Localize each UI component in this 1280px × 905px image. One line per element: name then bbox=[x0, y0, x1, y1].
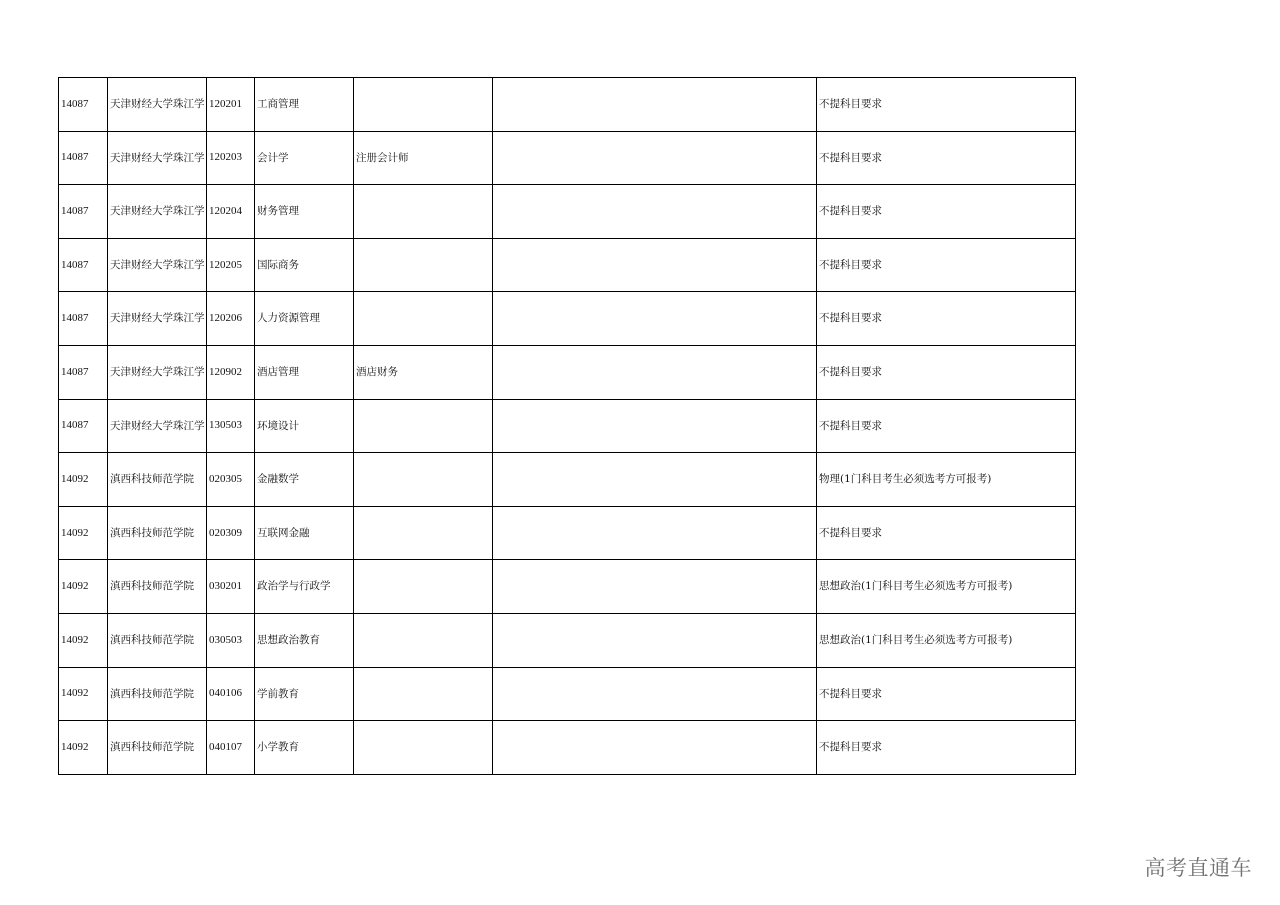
major-code-cell: 040107 bbox=[207, 721, 255, 775]
major-name-cell: 金融数学 bbox=[255, 453, 354, 507]
major-name-cell: 财务管理 bbox=[255, 185, 354, 239]
school-name-cell: 滇西科技师范学院 bbox=[108, 506, 207, 560]
direction-cell: 酒店财务 bbox=[354, 345, 493, 399]
school-name-cell: 天津财经大学珠江学 bbox=[108, 131, 207, 185]
subject-requirement-cell: 思想政治(1门科目考生必须选考方可报考) bbox=[817, 560, 1076, 614]
major-code-cell: 030503 bbox=[207, 613, 255, 667]
enrollment-table bbox=[58, 77, 1076, 775]
direction-cell bbox=[354, 453, 493, 507]
major-code-cell: 020309 bbox=[207, 506, 255, 560]
subject-requirement-cell: 不提科目要求 bbox=[817, 78, 1076, 132]
subject-requirement-cell: 不提科目要求 bbox=[817, 292, 1076, 346]
direction-cell bbox=[354, 721, 493, 775]
school-name-cell: 天津财经大学珠江学 bbox=[108, 238, 207, 292]
school-name-cell: 滇西科技师范学院 bbox=[108, 667, 207, 721]
school-code-cell: 14087 bbox=[59, 292, 108, 346]
notes-cell bbox=[493, 292, 817, 346]
notes-cell bbox=[493, 399, 817, 453]
major-code-cell: 130503 bbox=[207, 399, 255, 453]
table-row bbox=[59, 185, 1076, 239]
direction-cell bbox=[354, 185, 493, 239]
school-code-cell: 14087 bbox=[59, 345, 108, 399]
subject-requirement-cell: 不提科目要求 bbox=[817, 185, 1076, 239]
direction-cell bbox=[354, 292, 493, 346]
table-row bbox=[59, 613, 1076, 667]
major-name-cell: 酒店管理 bbox=[255, 345, 354, 399]
school-code-cell: 14092 bbox=[59, 721, 108, 775]
school-name-cell: 滇西科技师范学院 bbox=[108, 560, 207, 614]
direction-cell bbox=[354, 238, 493, 292]
major-code-cell: 020305 bbox=[207, 453, 255, 507]
table-body bbox=[59, 78, 1076, 775]
subject-requirement-cell: 不提科目要求 bbox=[817, 345, 1076, 399]
table-row bbox=[59, 78, 1076, 132]
school-name-cell: 天津财经大学珠江学 bbox=[108, 78, 207, 132]
major-code-cell: 120201 bbox=[207, 78, 255, 132]
school-code-cell: 14087 bbox=[59, 185, 108, 239]
school-name-cell: 滇西科技师范学院 bbox=[108, 453, 207, 507]
school-code-cell: 14087 bbox=[59, 78, 108, 132]
direction-cell bbox=[354, 78, 493, 132]
school-code-cell: 14092 bbox=[59, 667, 108, 721]
major-code-cell: 030201 bbox=[207, 560, 255, 614]
major-code-cell: 120206 bbox=[207, 292, 255, 346]
subject-requirement-cell: 不提科目要求 bbox=[817, 131, 1076, 185]
major-name-cell: 环境设计 bbox=[255, 399, 354, 453]
direction-cell bbox=[354, 399, 493, 453]
school-code-cell: 14087 bbox=[59, 238, 108, 292]
table-row bbox=[59, 345, 1076, 399]
major-name-cell: 会计学 bbox=[255, 131, 354, 185]
notes-cell bbox=[493, 560, 817, 614]
table-row bbox=[59, 560, 1076, 614]
major-name-cell: 人力资源管理 bbox=[255, 292, 354, 346]
direction-cell: 注册会计师 bbox=[354, 131, 493, 185]
direction-cell bbox=[354, 506, 493, 560]
subject-requirement-cell: 不提科目要求 bbox=[817, 399, 1076, 453]
school-name-cell: 天津财经大学珠江学 bbox=[108, 292, 207, 346]
table-row bbox=[59, 667, 1076, 721]
notes-cell bbox=[493, 667, 817, 721]
school-name-cell: 滇西科技师范学院 bbox=[108, 721, 207, 775]
notes-cell bbox=[493, 185, 817, 239]
notes-cell bbox=[493, 345, 817, 399]
school-code-cell: 14087 bbox=[59, 399, 108, 453]
school-code-cell: 14092 bbox=[59, 506, 108, 560]
major-name-cell: 国际商务 bbox=[255, 238, 354, 292]
notes-cell bbox=[493, 506, 817, 560]
subject-requirement-cell: 不提科目要求 bbox=[817, 238, 1076, 292]
major-code-cell: 040106 bbox=[207, 667, 255, 721]
major-code-cell: 120203 bbox=[207, 131, 255, 185]
school-code-cell: 14092 bbox=[59, 613, 108, 667]
notes-cell bbox=[493, 453, 817, 507]
school-code-cell: 14087 bbox=[59, 131, 108, 185]
table-row bbox=[59, 292, 1076, 346]
notes-cell bbox=[493, 721, 817, 775]
notes-cell bbox=[493, 131, 817, 185]
direction-cell bbox=[354, 667, 493, 721]
subject-requirement-cell: 不提科目要求 bbox=[817, 721, 1076, 775]
table-row bbox=[59, 453, 1076, 507]
school-code-cell: 14092 bbox=[59, 453, 108, 507]
subject-requirement-cell: 不提科目要求 bbox=[817, 667, 1076, 721]
subject-requirement-cell: 物理(1门科目考生必须选考方可报考) bbox=[817, 453, 1076, 507]
table-row bbox=[59, 131, 1076, 185]
direction-cell bbox=[354, 613, 493, 667]
subject-requirement-cell: 思想政治(1门科目考生必须选考方可报考) bbox=[817, 613, 1076, 667]
school-code-cell: 14092 bbox=[59, 560, 108, 614]
table-row bbox=[59, 238, 1076, 292]
major-name-cell: 小学教育 bbox=[255, 721, 354, 775]
major-name-cell: 学前教育 bbox=[255, 667, 354, 721]
notes-cell bbox=[493, 613, 817, 667]
watermark-text: 高考直通车 bbox=[1144, 856, 1252, 880]
major-code-cell: 120902 bbox=[207, 345, 255, 399]
major-code-cell: 120205 bbox=[207, 238, 255, 292]
major-name-cell: 工商管理 bbox=[255, 78, 354, 132]
major-name-cell: 思想政治教育 bbox=[255, 613, 354, 667]
notes-cell bbox=[493, 78, 817, 132]
school-name-cell: 天津财经大学珠江学 bbox=[108, 185, 207, 239]
major-name-cell: 互联网金融 bbox=[255, 506, 354, 560]
school-name-cell: 天津财经大学珠江学 bbox=[108, 399, 207, 453]
major-name-cell: 政治学与行政学 bbox=[255, 560, 354, 614]
table-row bbox=[59, 506, 1076, 560]
table-row bbox=[59, 721, 1076, 775]
school-name-cell: 天津财经大学珠江学 bbox=[108, 345, 207, 399]
subject-requirement-cell: 不提科目要求 bbox=[817, 506, 1076, 560]
school-name-cell: 滇西科技师范学院 bbox=[108, 613, 207, 667]
table-row bbox=[59, 399, 1076, 453]
direction-cell bbox=[354, 560, 493, 614]
notes-cell bbox=[493, 238, 817, 292]
major-code-cell: 120204 bbox=[207, 185, 255, 239]
